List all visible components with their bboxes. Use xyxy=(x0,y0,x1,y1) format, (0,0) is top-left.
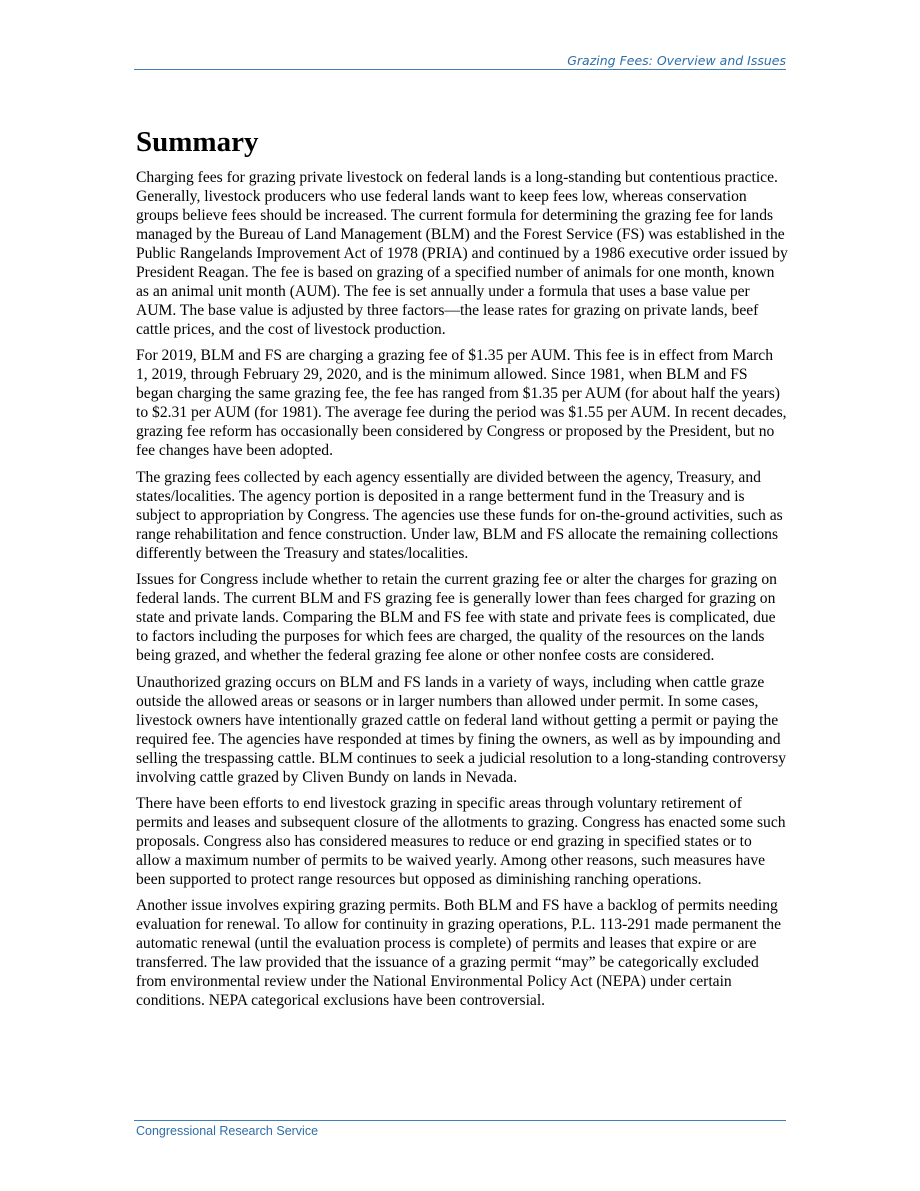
summary-paragraph-2: For 2019, BLM and FS are charging a grazing fee of $1.35 per AUM. This fee is in effect from March 1, 2019, through February 29, 2020, and is the minimum allowed. Since 1981, when BLM and FS began charging the same grazing fee, the fee has ranged from $1.35 per AUM (for about half the years) to $2.31 per AUM (for 1981). The average fee during the period was $1.55 per AUM. In recent decades, grazing fee reform has occasionally been considered by Congress or proposed by the President, but no fee changes have been adopted. xyxy=(136,347,787,460)
summary-paragraph-1: Charging fees for grazing private livestock on federal lands is a long-standing but contentious practice. Generally, livestock producers who use federal lands want to keep fees low, whereas conservation groups believe fees should be increased. The current formula for determining the grazing fee for lands managed by the Bureau of Land Management (BLM) and the Forest Service (FS) was established in the Public Rangelands Improvement Act of 1978 (PRIA) and continued by a 1986 executive order issued by President Reagan. The fee is based on grazing of a specified number of animals for one month, known as an animal unit month (AUM). The fee is set annually under a formula that uses a base value per AUM. The base value is adjusted by three factors—the lease rates for grazing on private lands, beef cattle prices, and the cost of livestock production. xyxy=(136,169,788,338)
header-divider xyxy=(134,69,786,70)
section-title: Summary xyxy=(136,126,259,158)
summary-paragraph-6: There have been efforts to end livestock grazing in specific areas through voluntary retirement of permits and leases and subsequent closure of the allotments to grazing. Congress has enacted some such proposals. Congress also has considered measures to reduce or end grazing in specified states or to allow a maximum number of permits to be waived yearly. Among other reasons, such measures have been supported to protect range resources but opposed as diminishing ranching operations. xyxy=(136,794,786,888)
running-footer: Congressional Research Service xyxy=(136,1124,319,1138)
summary-section xyxy=(136,124,788,1018)
summary-paragraph-4: Issues for Congress include whether to retain the current grazing fee or alter the charges for grazing on federal lands. The current BLM and FS grazing fee is generally lower than fees charged for grazing on state and private lands. Comparing the BLM and FS fee with state and private fees is complicated, due to factors including the purposes for which fees are charged, the quality of the resources on the lands being grazed, and whether the federal grazing fee alone or other nonfee costs are considered. xyxy=(136,571,777,665)
running-header: Grazing Fees: Overview and Issues xyxy=(567,53,786,68)
summary-paragraph-5: Unauthorized grazing occurs on BLM and FS lands in a variety of ways, including when cattle graze outside the allowed areas or seasons or in larger numbers than allowed under permit. In some cases, livestock owners have intentionally grazed cattle on federal land without getting a permit or paying the required fee. The agencies have responded at times by fining the owners, as well as by impounding and selling the trespassing cattle. BLM continues to seek a judicial resolution to a long-standing controversy involving cattle grazed by Cliven Bundy on lands in Nevada. xyxy=(136,673,787,786)
summary-paragraph-7: Another issue involves expiring grazing permits. Both BLM and FS have a backlog of permits needing evaluation for renewal. To allow for continuity in grazing operations, P.L. 113-291 made permanent the automatic renewal (until the evaluation process is complete) of permits and leases that expire or are transferred. The law provided that the issuance of a grazing permit “may” be categorically excluded from environmental review under the National Environmental Policy Act (NEPA) under certain conditions. NEPA categorical exclusions have been controversial. xyxy=(136,897,781,1010)
footer-divider xyxy=(134,1120,786,1121)
summary-paragraph-3: The grazing fees collected by each agency essentially are divided between the agency, Treasury, and states/localities. The agency portion is deposited in a range betterment fund in the Treasury and is subject to appropriation by Congress. The agencies use these funds for on-the-ground activities, such as range rehabilitation and fence construction. Under law, BLM and FS allocate the remaining collections differently between the Treasury and states/localities. xyxy=(136,468,783,562)
